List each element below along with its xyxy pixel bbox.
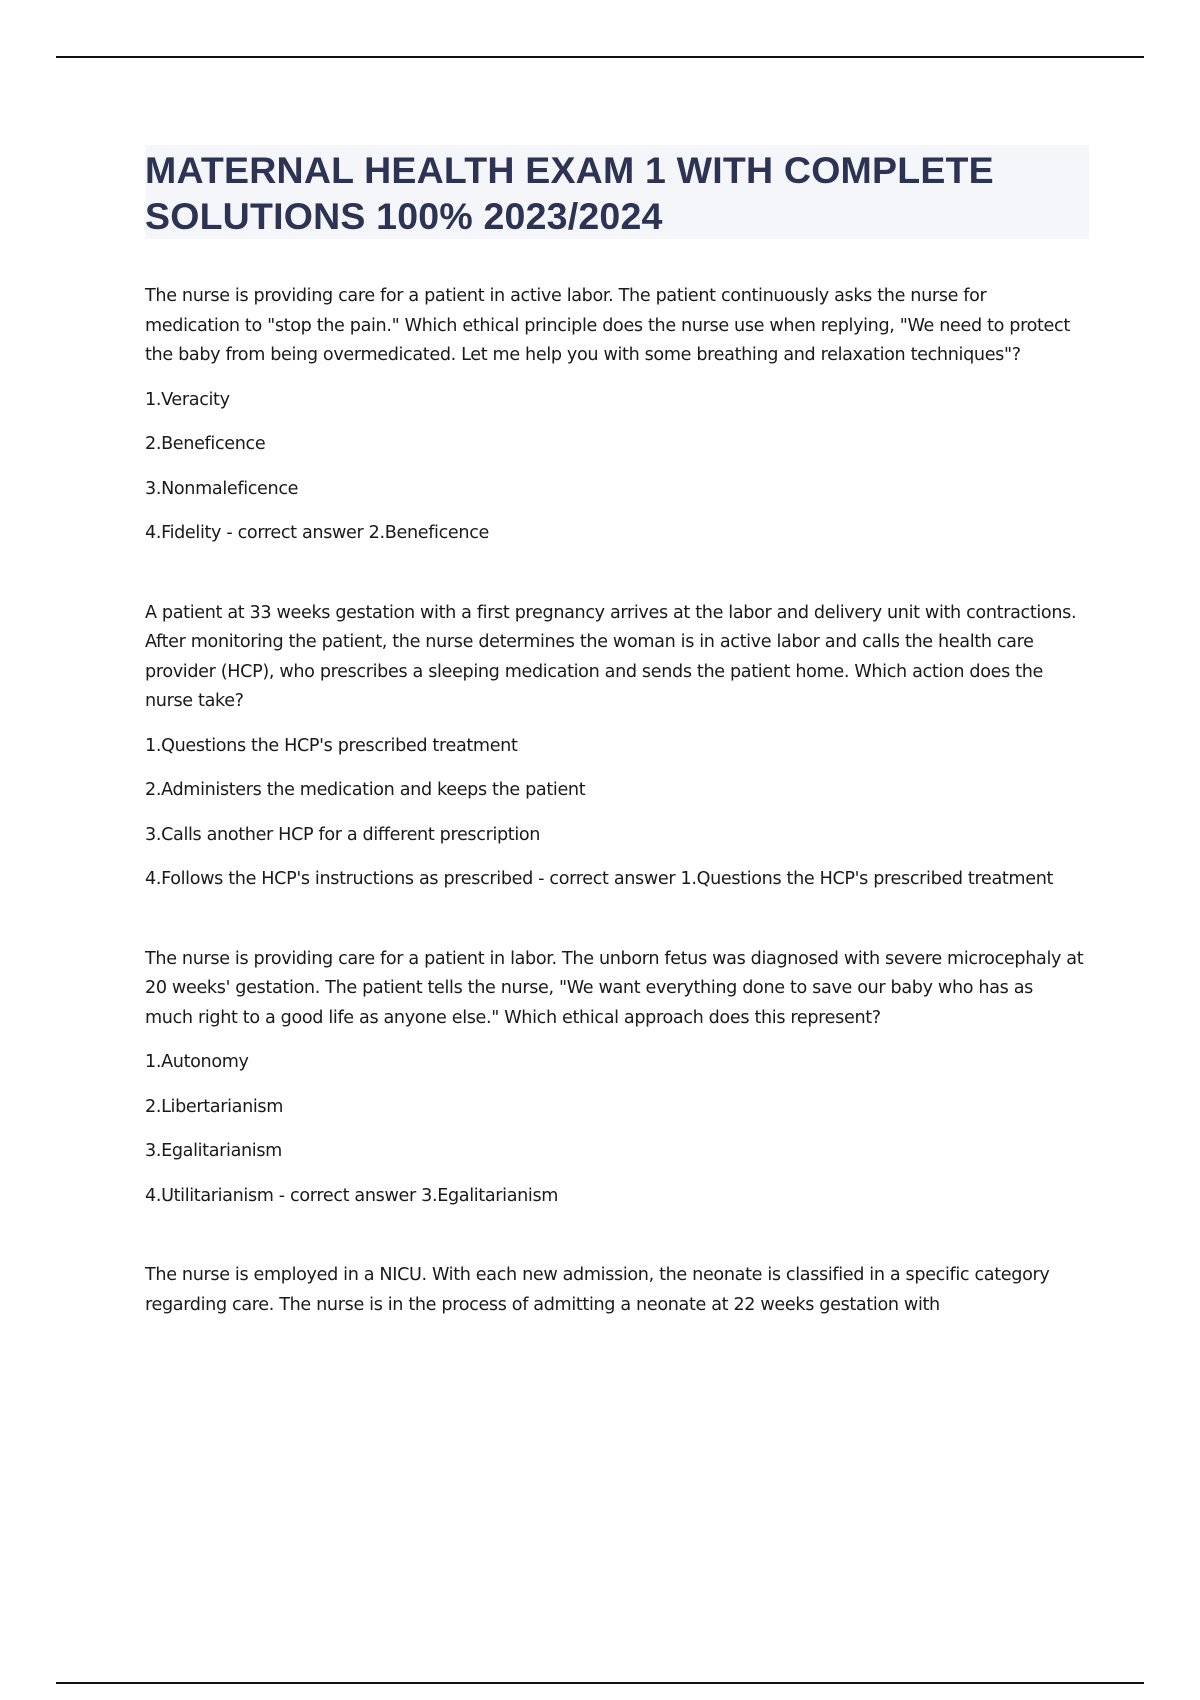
title-banner	[145, 145, 1089, 239]
answer-option-with-correct-answer: 4.Utilitarianism - correct answer 3.Egalitarianism	[145, 1185, 559, 1206]
question-list	[145, 282, 1085, 1370]
question-3	[145, 945, 1085, 1212]
page-title: MATERNAL HEALTH EXAM 1 WITH COMPLETE SOLUTIONS 100% 2023/2024	[145, 149, 994, 237]
question-4	[145, 1261, 1085, 1320]
answer-option: 3.Calls another HCP for a different prescription	[145, 824, 541, 845]
answer-option: 3.Nonmaleficence	[145, 478, 299, 499]
answer-option: 2.Libertarianism	[145, 1096, 284, 1117]
question-2	[145, 599, 1085, 895]
question-stem: A patient at 33 weeks gestation with a first pregnancy arrives at the labor and delivery unit with contractions. After monitoring the patient, the nurse determines the woman is in active labor and calls the health care provider (HCP), who prescribes a sleeping medication and sends the patient home. Which action does the nurse take?	[145, 602, 1077, 711]
answer-option-with-correct-answer: 4.Follows the HCP's instructions as prescribed - correct answer 1.Questions the HCP's prescribed treatment	[145, 869, 1054, 889]
question-stem: The nurse is providing care for a patient in active labor. The patient continuously asks the nurse for medication to "stop the pain." Which ethical principle does the nurse use when replying, "We need to protect the baby from being overmedicated. Let me help you with some breathing and relaxation techniques"?	[145, 286, 1070, 365]
answer-option: 1.Veracity	[145, 389, 230, 410]
answer-option: 1.Autonomy	[145, 1052, 249, 1072]
bottom-rule	[56, 1682, 1144, 1684]
answer-option: 1.Questions the HCP's prescribed treatment	[145, 735, 518, 756]
question-1	[145, 282, 1085, 549]
answer-option: 2.Beneficence	[145, 434, 266, 454]
top-rule	[56, 56, 1144, 58]
question-stem: The nurse is providing care for a patient in labor. The unborn fetus was diagnosed with severe microcephaly at 20 weeks' gestation. The patient tells the nurse, "We want everything done to save our baby who has as much right to a good life as anyone else." Which ethical approach does this represent?	[145, 948, 1084, 1028]
question-stem: The nurse is employed in a NICU. With each new admission, the neonate is classified in a specific category regarding care. The nurse is in the process of admitting a neonate at 22 weeks gestation with	[145, 1265, 1050, 1315]
answer-option: 3.Egalitarianism	[145, 1141, 282, 1161]
answer-option: 2.Administers the medication and keeps the patient	[145, 780, 586, 800]
answer-option-with-correct-answer: 4.Fidelity - correct answer 2.Beneficence	[145, 523, 489, 543]
